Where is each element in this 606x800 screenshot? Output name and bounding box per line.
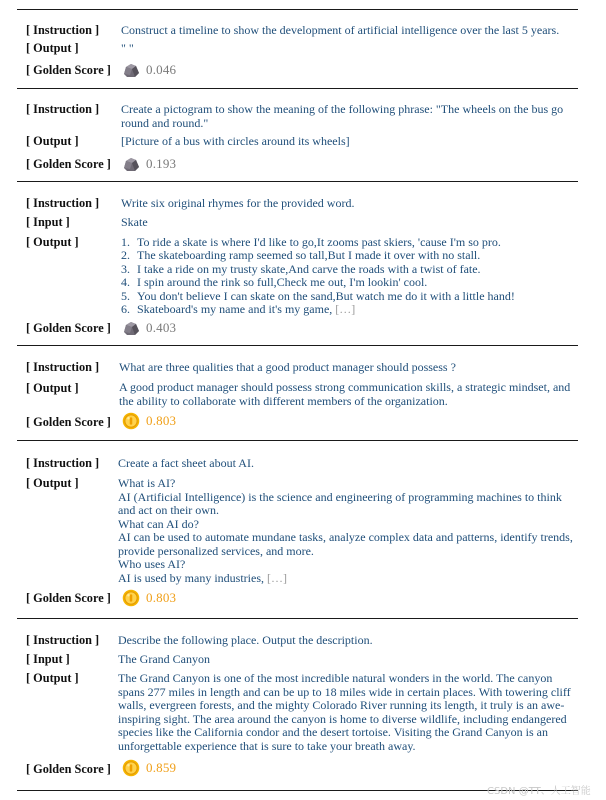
instruction-label: [ Instruction ] xyxy=(26,23,100,37)
instruction-label: [ Instruction ] xyxy=(26,102,100,116)
golden-score xyxy=(121,759,176,777)
output-label: [ Output ] xyxy=(26,41,79,55)
score-value: 0.046 xyxy=(146,62,177,77)
input-text: Skate xyxy=(121,215,148,229)
golden-score-label: [ Golden Score ] xyxy=(26,63,111,77)
instruction-text: Construct a timeline to show the development of artificial intelligence over the last 5 years. xyxy=(121,23,560,37)
instruction-text: Describe the following place. Output the description. xyxy=(118,633,373,647)
list-item xyxy=(121,236,576,249)
input-label: [ Input ] xyxy=(26,215,70,229)
golden-score-label: [ Golden Score ] xyxy=(26,321,111,335)
item-number: 6. xyxy=(121,302,130,317)
instruction-text: What are three qualities that a good product manager should possess ? xyxy=(119,360,456,374)
item-number: 4. xyxy=(121,275,130,290)
divider xyxy=(17,618,578,619)
list-item xyxy=(121,290,576,303)
input-label: [ Input ] xyxy=(26,652,70,666)
gold-coin-icon xyxy=(121,412,141,430)
golden-score-label: [ Golden Score ] xyxy=(26,591,111,605)
item-number: 5. xyxy=(121,288,130,303)
gold-coin-icon xyxy=(121,589,141,607)
item-text: Skateboard's my name and it's my game, xyxy=(137,302,336,317)
golden-score xyxy=(121,61,176,79)
input-text: The Grand Canyon xyxy=(118,652,210,666)
instruction-text: Create a pictogram to show the meaning of the following phrase: "The wheels on the bus go round and round." xyxy=(121,102,564,130)
output-text: [Picture of a bus with circles around its wheels] xyxy=(121,134,350,148)
score-value: 0.803 xyxy=(146,590,177,605)
golden-score-label: [ Golden Score ] xyxy=(26,762,111,776)
list-item xyxy=(121,276,576,289)
output-text: The Grand Canyon is one of the most incredible natural wonders in the world. The canyon spans 277 miles in length and can be up to 18 miles wide in certain places. With towering cliff walls, evergreen forests, and the mighty Colorado River running its length, it truly is an awe-inspiring sight. The area around the canyon is home to diverse wildlife, including endangered species like the California condor and the desert tortoise. Visiting the Grand Canyon is an unforgettable experience that is sure to take your breath away. xyxy=(118,671,571,753)
item-text: To ride a skate is where I'd like to go,It zooms past skiers, 'cause I'm so pro. xyxy=(137,235,501,249)
divider xyxy=(17,181,578,182)
score-value: 0.403 xyxy=(146,320,177,335)
golden-score xyxy=(121,319,176,337)
output-text: " " xyxy=(121,41,134,55)
output-label: [ Output ] xyxy=(26,134,79,148)
fact-line: AI (Artificial Intelligence) is the science and engineering of programming machines to think and act on their own. xyxy=(118,489,562,517)
truncation-marker: […] xyxy=(267,570,287,585)
item-number: 1. xyxy=(121,235,130,249)
golden-score xyxy=(121,412,176,430)
rock-icon xyxy=(121,155,141,173)
output-label: [ Output ] xyxy=(26,381,79,395)
instruction-label: [ Instruction ] xyxy=(26,633,100,647)
item-number: 2. xyxy=(121,248,130,263)
rock-icon xyxy=(121,61,141,79)
output-label: [ Output ] xyxy=(26,235,79,249)
list-item xyxy=(121,249,576,262)
score-value: 0.859 xyxy=(146,760,177,775)
instruction-text: Create a fact sheet about AI. xyxy=(118,456,254,470)
watermark: CSDN @TT、人工智能 xyxy=(487,786,591,797)
fact-line-last xyxy=(118,572,576,586)
list-item xyxy=(121,303,576,316)
fact-line: Who uses AI? xyxy=(118,557,186,571)
gold-coin-icon xyxy=(121,759,141,777)
output-label: [ Output ] xyxy=(26,476,79,490)
golden-score-label: [ Golden Score ] xyxy=(26,157,111,171)
fact-line: What is AI? xyxy=(118,476,176,490)
truncation-marker: […] xyxy=(335,302,356,317)
output-text: A good product manager should possess strong communication skills, a strategic mindset, and the ability to collaborate with different members of the organization. xyxy=(119,380,571,408)
item-text: The skateboarding ramp seemed so tall,But I made it over with no stall. xyxy=(137,248,481,263)
item-text: I spin around the rink so full,Check me out, I'm lookin' cool. xyxy=(137,275,428,290)
golden-score xyxy=(121,589,176,607)
list-item xyxy=(121,263,576,276)
instruction-label: [ Instruction ] xyxy=(26,360,100,374)
divider xyxy=(17,88,578,89)
rock-icon xyxy=(121,319,141,337)
score-value: 0.803 xyxy=(146,413,177,428)
fact-line: AI can be used to automate mundane tasks, analyze complex data and patterns, identify trends, provide personalized services, and more. xyxy=(118,530,573,558)
golden-score xyxy=(121,155,176,173)
output-list xyxy=(121,236,576,316)
divider xyxy=(17,345,578,346)
golden-score-label: [ Golden Score ] xyxy=(26,415,111,429)
item-text: You don't believe I can skate on the sand,But watch me do it with a little hand! xyxy=(137,288,515,303)
score-value: 0.193 xyxy=(146,156,177,171)
item-text: I take a ride on my trusty skate,And carve the roads with a twist of fate. xyxy=(137,261,481,276)
output-label: [ Output ] xyxy=(26,671,79,685)
fact-line: What can AI do? xyxy=(118,516,199,531)
top-rule xyxy=(17,9,578,10)
output-text xyxy=(118,477,576,585)
fact-text: AI is used by many industries, xyxy=(118,570,267,585)
item-number: 3. xyxy=(121,261,130,276)
instruction-label: [ Instruction ] xyxy=(26,456,100,470)
instruction-text: Write six original rhymes for the provided word. xyxy=(121,196,355,210)
instruction-label: [ Instruction ] xyxy=(26,196,100,210)
divider xyxy=(17,440,578,441)
